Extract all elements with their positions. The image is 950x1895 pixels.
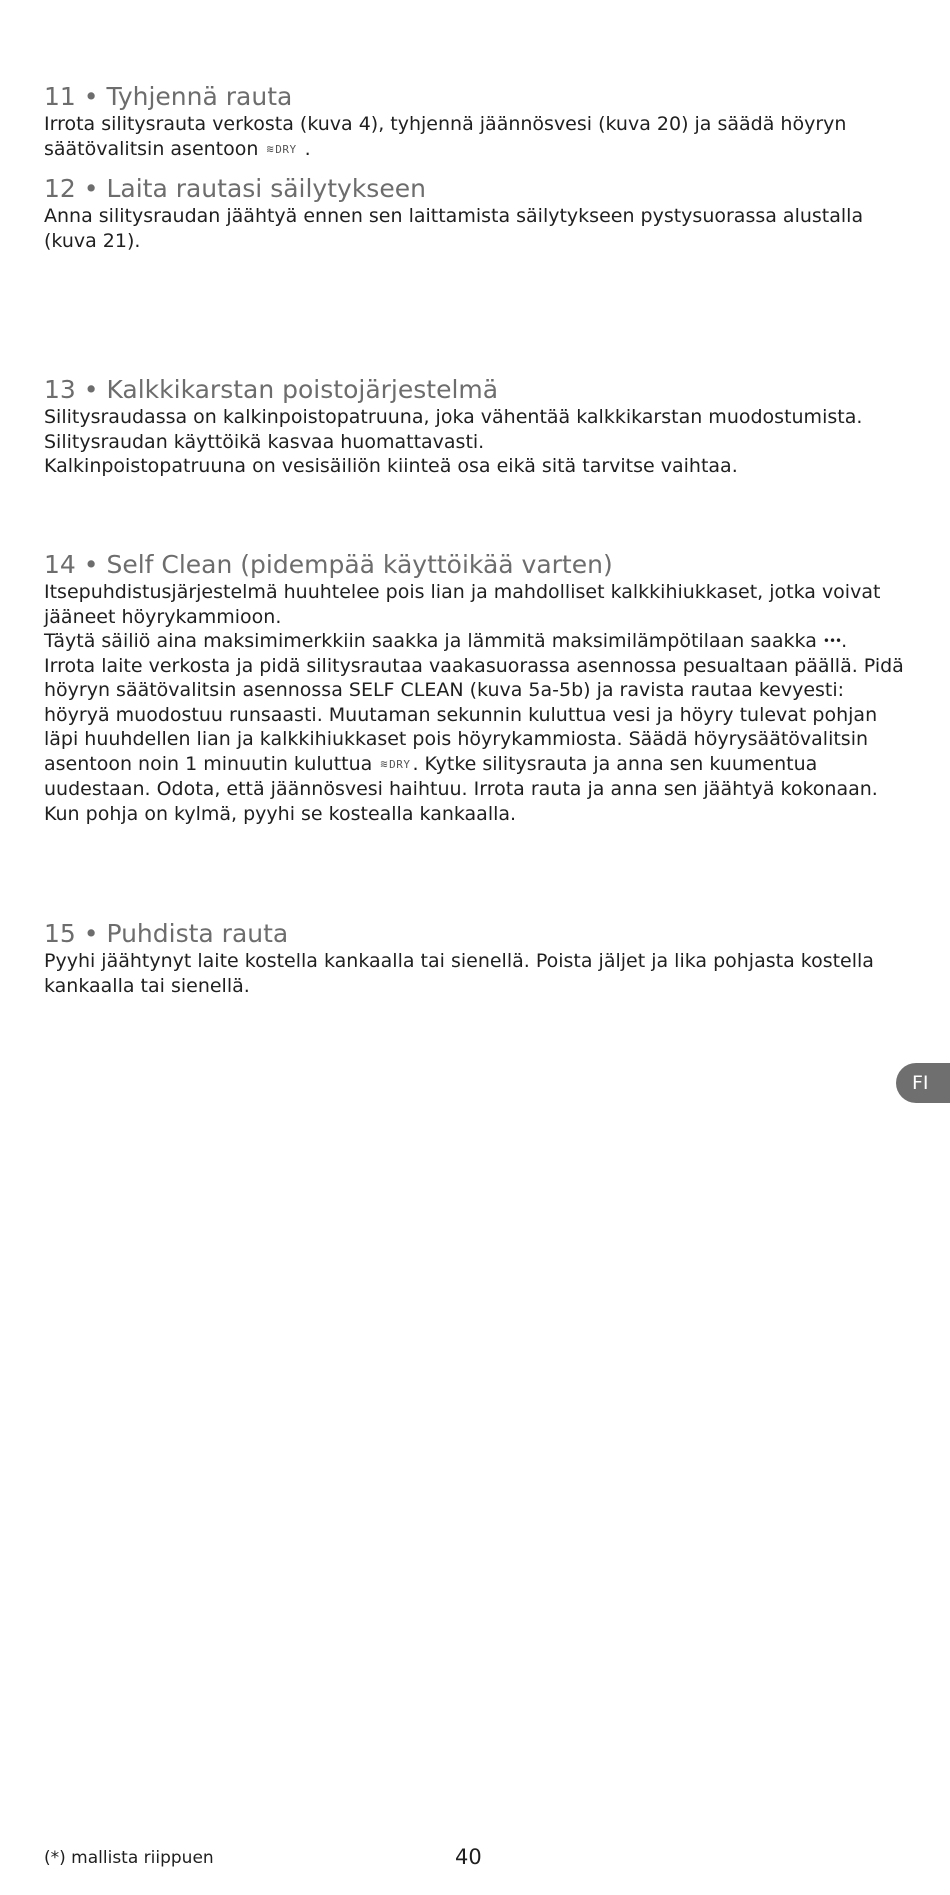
language-tab: FI	[896, 1063, 950, 1103]
section-body	[44, 405, 904, 479]
dry-steam-icon: ≋DRY	[380, 756, 411, 771]
section-body	[44, 204, 904, 253]
paragraph: Pyyhi jäähtynyt laite kostella kankaalla tai sienellä. Poista jäljet ja lika pohjasta kostella kankaalla tai sienellä.	[44, 950, 874, 997]
paragraph-text: Täytä säiliö aina maksimimerkkiin saakka ja lämmitä maksimilämpötilaan saakka	[44, 630, 817, 652]
dry-steam-icon: ≋DRY	[266, 141, 297, 156]
paragraph	[44, 112, 904, 162]
section-heading: 14 • Self Clean (pidempää käyttöikää varten)	[44, 550, 613, 579]
paragraph-text: Irrota silitysrauta verkosta (kuva 4), tyhjennä jäännösvesi (kuva 20) ja säädä höyryn säätövalitsin asentoon	[44, 113, 847, 160]
section-heading: 13 • Kalkkikarstan poistojärjestelmä	[44, 375, 499, 404]
paragraph: Anna silitysraudan jäähtyä ennen sen laittamista säilytykseen pystysuorassa alustalla (kuva 21).	[44, 205, 864, 252]
max-temperature-dots-icon: •••	[822, 634, 842, 648]
section-self-clean	[44, 550, 904, 826]
section-empty-iron	[44, 82, 904, 162]
page-number: 40	[455, 1845, 482, 1869]
footnote: (*) mallista riippuen	[44, 1848, 214, 1868]
paragraph	[44, 629, 904, 826]
section-heading: 11 • Tyhjennä rauta	[44, 82, 293, 111]
section-body	[44, 949, 904, 998]
section-clean-iron	[44, 919, 904, 998]
paragraph-text: . Kytke silitysrauta ja anna sen kuumentua uudestaan. Odota, että jäännösvesi haihtuu. Irrota rauta ja anna sen jäähtyä kokonaan. Kun pohja on kylmä, pyyhi se kostealla kankaalla.	[44, 752, 878, 825]
section-heading: 12 • Laita rautasi säilytykseen	[44, 174, 426, 203]
paragraph: Kalkinpoistopatruuna on vesisäiliön kiinteä osa eikä sitä tarvitse vaihtaa.	[44, 455, 738, 477]
dry-label: DRY	[389, 757, 411, 771]
paragraph: Itsepuhdistusjärjestelmä huuhtelee pois lian ja mahdolliset kalkkihiukkaset, jotka voivat jääneet höyrykammioon.	[44, 581, 881, 628]
section-body	[44, 112, 904, 162]
section-store-iron	[44, 174, 904, 253]
section-body	[44, 580, 904, 826]
paragraph-text: . Irrota laite verkosta ja pidä silitysrautaa vaakasuorassa asennossa pesualtaan päällä. Pidä höyryn säätövalitsin asennossa SELF CLEAN (kuva 5a-5b) ja ravista rautaa kevyesti: höyryä muodostuu runsaasti. Muutaman sekunnin kuluttua vesi ja höyry tulevat pohjan läpi huuhdellen lian ja kalkkihiukkaset pois höyrykammiosta. Säädä höyrysäätövalitsin asentoon noin 1 minuutin kuluttua	[44, 630, 904, 775]
section-heading: 15 • Puhdista rauta	[44, 919, 289, 948]
section-anti-scale	[44, 375, 904, 479]
paragraph: Silitysraudassa on kalkinpoistopatruuna, joka vähentää kalkkikarstan muodostumista. Silitysraudan käyttöikä kasvaa huomattavasti.	[44, 406, 863, 453]
paragraph-text: .	[298, 137, 311, 160]
dry-label: DRY	[275, 142, 297, 156]
